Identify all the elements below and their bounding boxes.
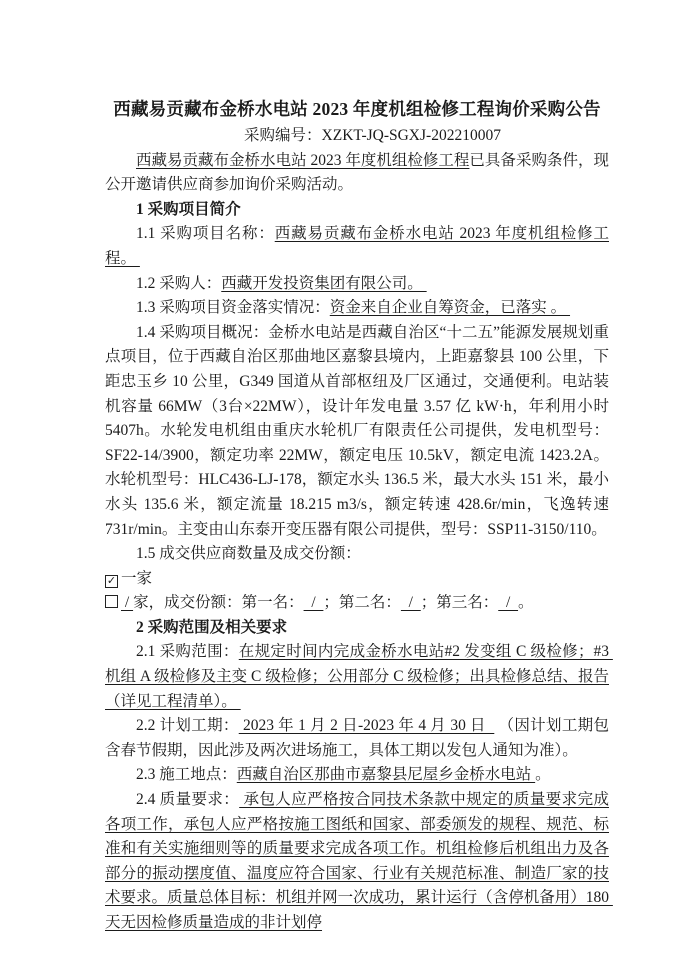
item-1-2-value: 西藏开发投资集团有限公司。 bbox=[221, 274, 427, 292]
option-multi-text-4: 。 bbox=[518, 594, 534, 612]
item-1-3-value: 资金来自企业自筹资金，已落实 。 bbox=[329, 299, 571, 317]
item-2-2-value: 2023 年 1 月 2 日-2023 年 4 月 30 日 bbox=[238, 717, 495, 735]
item-2-2 bbox=[105, 714, 609, 763]
intro-rest: 已具备采购条件，现公开邀请供应商参加询价采购活动。 bbox=[105, 151, 609, 194]
item-1-4 bbox=[105, 321, 613, 542]
item-1-3 bbox=[105, 296, 609, 321]
item-2-4-label: 2.4 质量要求： bbox=[136, 791, 240, 809]
paragraph-intro bbox=[105, 149, 609, 198]
item-2-2-label: 2.2 计划工期： bbox=[136, 717, 239, 735]
checked-checkbox-icon bbox=[105, 575, 118, 588]
doc-number: 采购编号：XZKT-JQ-SGXJ-202210007 bbox=[244, 127, 501, 144]
item-1-3-label: 1.3 采购项目资金落实情况： bbox=[136, 299, 330, 317]
option-multi-text-3: ；第三名： bbox=[420, 594, 499, 612]
check-mark-icon: ✓ bbox=[106, 573, 117, 587]
page-title: 西藏易贡藏布金桥水电站 2023 年度机组检修工程询价采购公告 bbox=[113, 99, 601, 119]
unchecked-checkbox-icon bbox=[105, 595, 118, 608]
section2-heading: 2 采购范围及相关要求 bbox=[136, 618, 288, 636]
item-1-1 bbox=[105, 222, 609, 271]
item-1-1-label: 1.1 采购项目名称： bbox=[136, 225, 275, 243]
item-1-4-label: 1.4 采购项目概况： bbox=[136, 323, 269, 341]
item-1-1-value: 西藏易贡藏布金桥水电站 2023 年度机组检修工程。 bbox=[105, 225, 609, 267]
item-2-4 bbox=[105, 788, 613, 936]
option-multi-blank-first: / bbox=[303, 594, 324, 612]
intro-project-name: 西藏易贡藏布金桥水电站 2023 年度机组检修工程 bbox=[136, 151, 470, 169]
item-2-3 bbox=[105, 763, 609, 788]
option-multi-blank-second: / bbox=[400, 594, 421, 612]
item-2-3-label: 2.3 施工地点： bbox=[136, 766, 237, 784]
option-single-supplier-label: 一家 bbox=[121, 569, 153, 587]
item-2-1 bbox=[105, 640, 613, 714]
item-1-5 bbox=[105, 542, 609, 567]
item-2-4-value: 承包人应严格按合同技术条款中规定的质量要求完成各项工作，承包人应严格按施工图纸和国家、部委颁发的规程、规范、标准和有关实施细则等的质量要求完成各项工作。机组检修后机组出力及各部分的振动摆度值、温度应符合国家、行业有关规范标准、制造厂家的技术要求。质量总体目标：机组并网一次成功，累计运行（含停机备用）180 天无因检修质量造成的非计划停 bbox=[105, 791, 613, 931]
option-multi-text-2: ；第二名： bbox=[323, 594, 401, 612]
item-2-3-value: 西藏自治区那曲市嘉黎县尼屋乡金桥水电站 bbox=[236, 766, 536, 784]
option-multi-blank-count: / bbox=[121, 594, 134, 612]
item-2-3-suffix: 。 bbox=[535, 766, 551, 784]
item-1-2-label: 1.2 采购人： bbox=[136, 274, 222, 292]
item-2-1-value: 在规定时间内完成金桥水电站#2 发变组 C 级检修；#3 机组 A 级检修及主变 C 级检修；公用部分 C 级检修；出具检修总结、报告（详见工程清单）。 bbox=[105, 643, 613, 710]
option-multi-supplier bbox=[105, 591, 609, 616]
item-1-5-label: 1.5 成交供应商数量及成交份额： bbox=[136, 545, 361, 563]
item-2-1-label: 2.1 采购范围： bbox=[136, 643, 239, 661]
item-2-2-suffix: （因计划工期包含春节假期，因此涉及两次进场施工，具体工期以发包人通知为准）。 bbox=[105, 717, 609, 759]
option-multi-blank-third: / bbox=[498, 594, 519, 612]
item-1-2 bbox=[105, 272, 609, 297]
item-1-4-value: 金桥水电站是西藏自治区“十二五”能源发展规划重点项目，位于西藏自治区那曲地区嘉黎县境内，上距嘉黎县 100 公里，下距忠玉乡 10 公里，G349 国道从首部枢纽及厂区通过，交通便利。电站装机容量 66MW（3台×22MW），设计年发电量 3.57 亿 kW·h，年利用小时 5407h。水轮发电机组由重庆水轮机厂有限责任公司提供，发电机型号：SF22-14/3900，额定功率 22MW，额定电压 10.5kV，额定电流 1423.2A。水轮机型号：HLC436-LJ-178，额定水头 136.5 米，最大水头 151 米，最小水头 135.6 米，额定流量 18.215 m3/s，额定转速 428.6r/min，飞逸转速 731r/min。主变由山东泰开变压器有限公司提供，型号：SSP11-3150/110。 bbox=[105, 323, 613, 538]
option-single-supplier bbox=[105, 567, 609, 592]
option-multi-text-1: 家，成交份额：第一名： bbox=[133, 594, 304, 612]
section1-heading: 1 采购项目简介 bbox=[136, 200, 241, 218]
